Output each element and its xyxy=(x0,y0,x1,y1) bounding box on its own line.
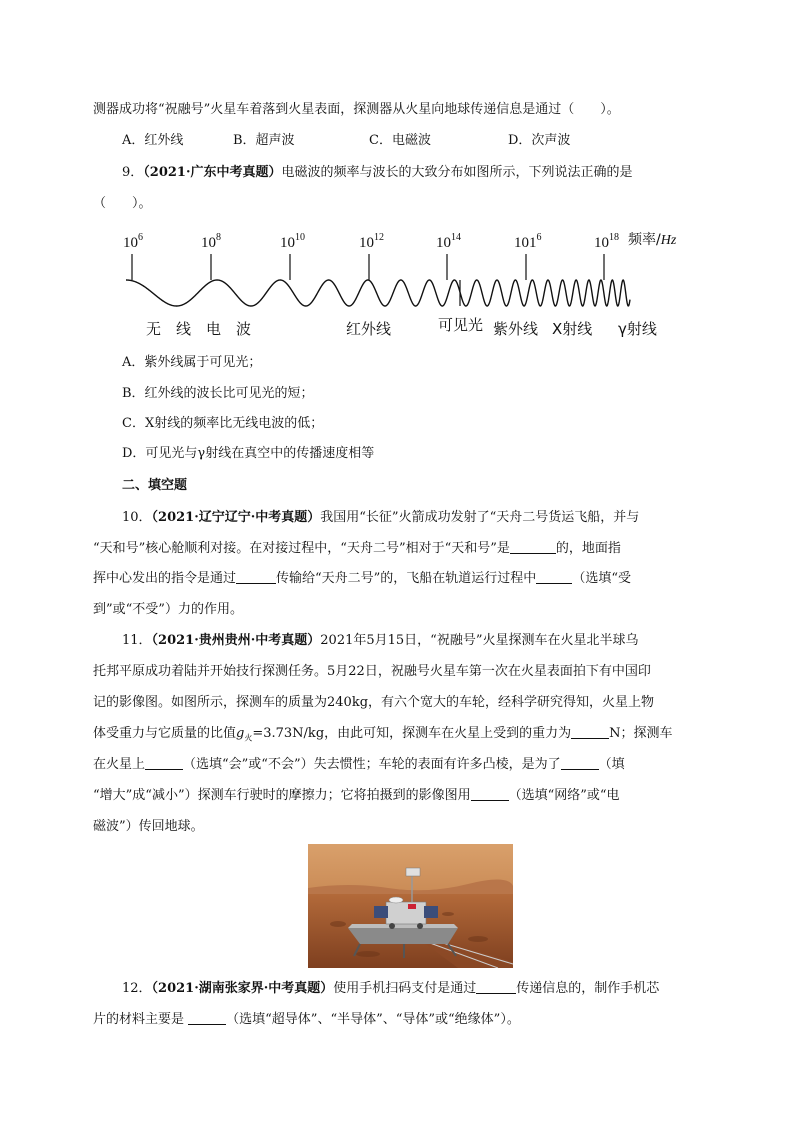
q9-stem-text: 电磁波的频率与波长的大致分布如图所示，下列说法正确的是 xyxy=(281,165,633,180)
q10-source: （2021·辽宁辽宁·中考真题） xyxy=(151,510,321,525)
band-xray: X射线 xyxy=(552,320,593,338)
q12-blank-2[interactable] xyxy=(188,1011,226,1025)
q8-stem-tail: 测器成功将“祝融号”火星车着落到火星表面，探测器从火星向地球传递信息是通过（ ）。 xyxy=(93,102,620,117)
q9-number: 9． xyxy=(122,165,144,180)
q12-text-1b: 传递信息的，制作手机芯 xyxy=(516,981,660,996)
q11-g-subscript: 火 xyxy=(244,733,253,743)
q12-blank-1[interactable] xyxy=(476,980,516,994)
q8-option-d: D．次声波 xyxy=(508,133,571,148)
q11-text-5a: 在火星上 xyxy=(93,757,146,772)
q9-stem xyxy=(122,164,633,182)
freq-label-1e18: $10^{18}$ xyxy=(594,232,619,251)
q12-text-1a: 使用手机扫码支付是通过 xyxy=(333,981,477,996)
q11-text-4c: N；探测车 xyxy=(609,726,673,741)
q8-option-b: B．超声波 xyxy=(233,133,295,148)
q12-number: 12． xyxy=(122,981,152,996)
q11-blank-1[interactable] xyxy=(571,725,609,739)
q8-option-c: C．电磁波 xyxy=(369,133,431,148)
q10-text-3a: 挥中心发出的指令是通过 xyxy=(93,571,237,586)
freq-label-1e12: $10^{12}$ xyxy=(359,232,384,251)
freq-label-1e16: $101^6$ xyxy=(514,232,542,251)
freq-label-1e8: $10^8$ xyxy=(201,232,221,251)
q12-line-1 xyxy=(122,980,659,998)
freq-label-1e14: $10^{14}$ xyxy=(436,232,461,251)
q10-line-2 xyxy=(93,540,621,558)
q9-option-d: D．可见光与γ射线在真空中的传播速度相等 xyxy=(122,446,375,461)
q11-text-4b: =3.73N/kg，由此可知，探测车在火星上受到的重力为 xyxy=(252,726,572,741)
q12-source: （2021·湖南张家界·中考真题） xyxy=(151,981,334,996)
q11-text-5c: （填 xyxy=(598,757,625,772)
band-infrared: 红外线 xyxy=(346,320,392,338)
q8-option-a: A．红外线 xyxy=(122,133,184,148)
em-spectrum-figure xyxy=(118,222,698,342)
q10-line-4: 到”或“不受”）力的作用。 xyxy=(93,602,243,617)
freq-label-1e6: $10^6$ xyxy=(123,232,143,251)
q11-text-1: 2021年5月15日，“祝融号”火星探测车在火星北半球乌 xyxy=(320,633,639,648)
section-title: 二、填空题 xyxy=(122,478,188,493)
q11-text-6a: “增大”成“减小”）探测车行驶时的摩擦力；它将拍摄到的影像图用 xyxy=(93,788,471,803)
q9-option-c: C．X射线的频率比无线电波的低； xyxy=(122,416,324,431)
q10-blank-2[interactable] xyxy=(236,570,276,584)
q10-text-3b: 传输给“天舟二号”的，飞船在轨道运行过程中 xyxy=(276,571,537,586)
q10-text-3c: （选填“受 xyxy=(572,571,631,586)
q12-line-2 xyxy=(93,1011,520,1029)
freq-label-1e10: $10^{10}$ xyxy=(280,232,305,251)
q11-text-5b: （选填“会”或“不会”）失去惯性；车轮的表面有许多凸棱，是为了 xyxy=(183,757,561,772)
q11-line-6 xyxy=(93,787,620,805)
q11-line-7: 磁波”）传回地球。 xyxy=(93,819,204,834)
q10-text-2b: 的，地面指 xyxy=(555,541,621,556)
q9-source: （2021·广东中考真题） xyxy=(143,165,282,180)
q11-line-4 xyxy=(93,725,673,748)
q12-text-2a: 片的材料主要是 xyxy=(93,1012,185,1027)
q11-line-2: 托邦平原成功着陆并开始技行探测任务。5月22日，祝融号火星车第一次在火星表面拍下有中国印 xyxy=(93,664,651,679)
q11-g-symbol: g xyxy=(236,726,245,741)
q11-text-4a: 体受重力与它质量的比值 xyxy=(93,726,237,741)
q11-blank-2[interactable] xyxy=(145,756,183,770)
q9-option-a: A．紫外线属于可见光； xyxy=(122,355,262,370)
q10-text-2a: “天和号”核心舱顺利对接。在对接过程中，“天舟二号”相对于“天和号”是 xyxy=(93,541,510,556)
q10-number: 10． xyxy=(122,510,152,525)
q11-blank-3[interactable] xyxy=(561,756,599,770)
q11-line-5 xyxy=(93,756,625,774)
q10-blank-1[interactable] xyxy=(510,540,556,554)
q11-source: （2021·贵州贵州·中考真题） xyxy=(151,633,321,648)
band-ultraviolet: 紫外线 xyxy=(493,320,539,338)
q11-text-6b: （选填“网络”或“电 xyxy=(508,788,620,803)
q9-option-b: B．红外线的波长比可见光的短； xyxy=(122,386,314,401)
q9-answer-paren: （ ）。 xyxy=(93,196,152,211)
q11-line-3: 记的影像图。如图所示，探测车的质量为240kg，有六个宽大的车轮，经科学研究得知，火星上物 xyxy=(93,695,655,710)
wave-curve xyxy=(126,280,630,306)
q11-blank-4[interactable] xyxy=(471,787,509,801)
mars-rover-photo xyxy=(308,844,513,968)
q11-line-1 xyxy=(122,632,638,650)
q10-text-1: 我国用“长征”火箭成功发射了“天舟二号货运飞船，并与 xyxy=(320,510,640,525)
band-radio: 无 线 电 波 xyxy=(146,320,252,338)
freq-unit-label: 频率/Hz xyxy=(628,232,677,248)
q11-number: 11． xyxy=(122,633,152,648)
band-gamma: γ射线 xyxy=(618,320,657,338)
band-visible: 可见光 xyxy=(438,316,484,334)
q10-blank-3[interactable] xyxy=(536,570,572,584)
q10-line-1 xyxy=(122,509,639,527)
q12-text-2b: （选填“超导体”、“半导体”、“导体”或“绝缘体”）。 xyxy=(226,1012,520,1027)
q10-line-3 xyxy=(93,570,631,588)
